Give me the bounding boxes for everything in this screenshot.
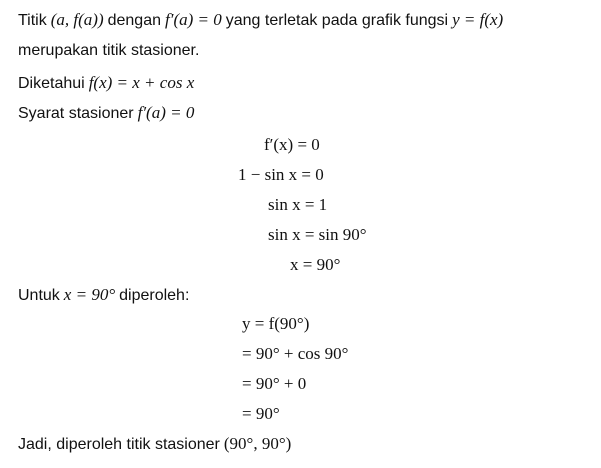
eval-3: = 90° + 0 [242, 374, 307, 393]
conclusion-point: (90°, 90°) [223, 434, 292, 453]
step-5: x = 90° [290, 255, 341, 274]
intro-point: (a, f(a)) [50, 10, 104, 29]
condition-line [18, 103, 194, 124]
eval-2: = 90° + cos 90° [242, 344, 349, 363]
intro-line-1 [18, 10, 503, 31]
intro-prefix: Titik [18, 12, 47, 29]
step-4: sin x = sin 90° [268, 225, 367, 244]
given-expression: f(x) = x + cos x [88, 73, 195, 92]
substitution-suffix: diperoleh: [119, 287, 190, 304]
intro-suffix: yang terletak pada grafik fungsi [225, 12, 449, 29]
substitution-prefix: Untuk [18, 287, 60, 304]
intro-condition: f′(a) = 0 [165, 10, 222, 29]
given-line [18, 73, 194, 94]
substitution-line [18, 285, 189, 306]
eval-1: y = f(90°) [242, 314, 310, 333]
intro-line-2: merupakan titik stasioner. [18, 42, 200, 59]
intro-middle: dengan [107, 12, 161, 29]
conclusion-line [18, 434, 291, 455]
substitution-value: x = 90° [63, 285, 116, 304]
step-1: f′(x) = 0 [264, 135, 320, 154]
condition-label: Syarat stasioner [18, 105, 134, 122]
conclusion-text: Jadi, diperoleh titik stasioner [18, 436, 220, 453]
step-3: sin x = 1 [268, 195, 328, 214]
eval-4: = 90° [242, 404, 280, 423]
condition-expression: f′(a) = 0 [137, 103, 195, 122]
given-label: Diketahui [18, 75, 85, 92]
step-2: 1 − sin x = 0 [238, 165, 324, 184]
intro-function: y = f(x) [452, 10, 504, 29]
